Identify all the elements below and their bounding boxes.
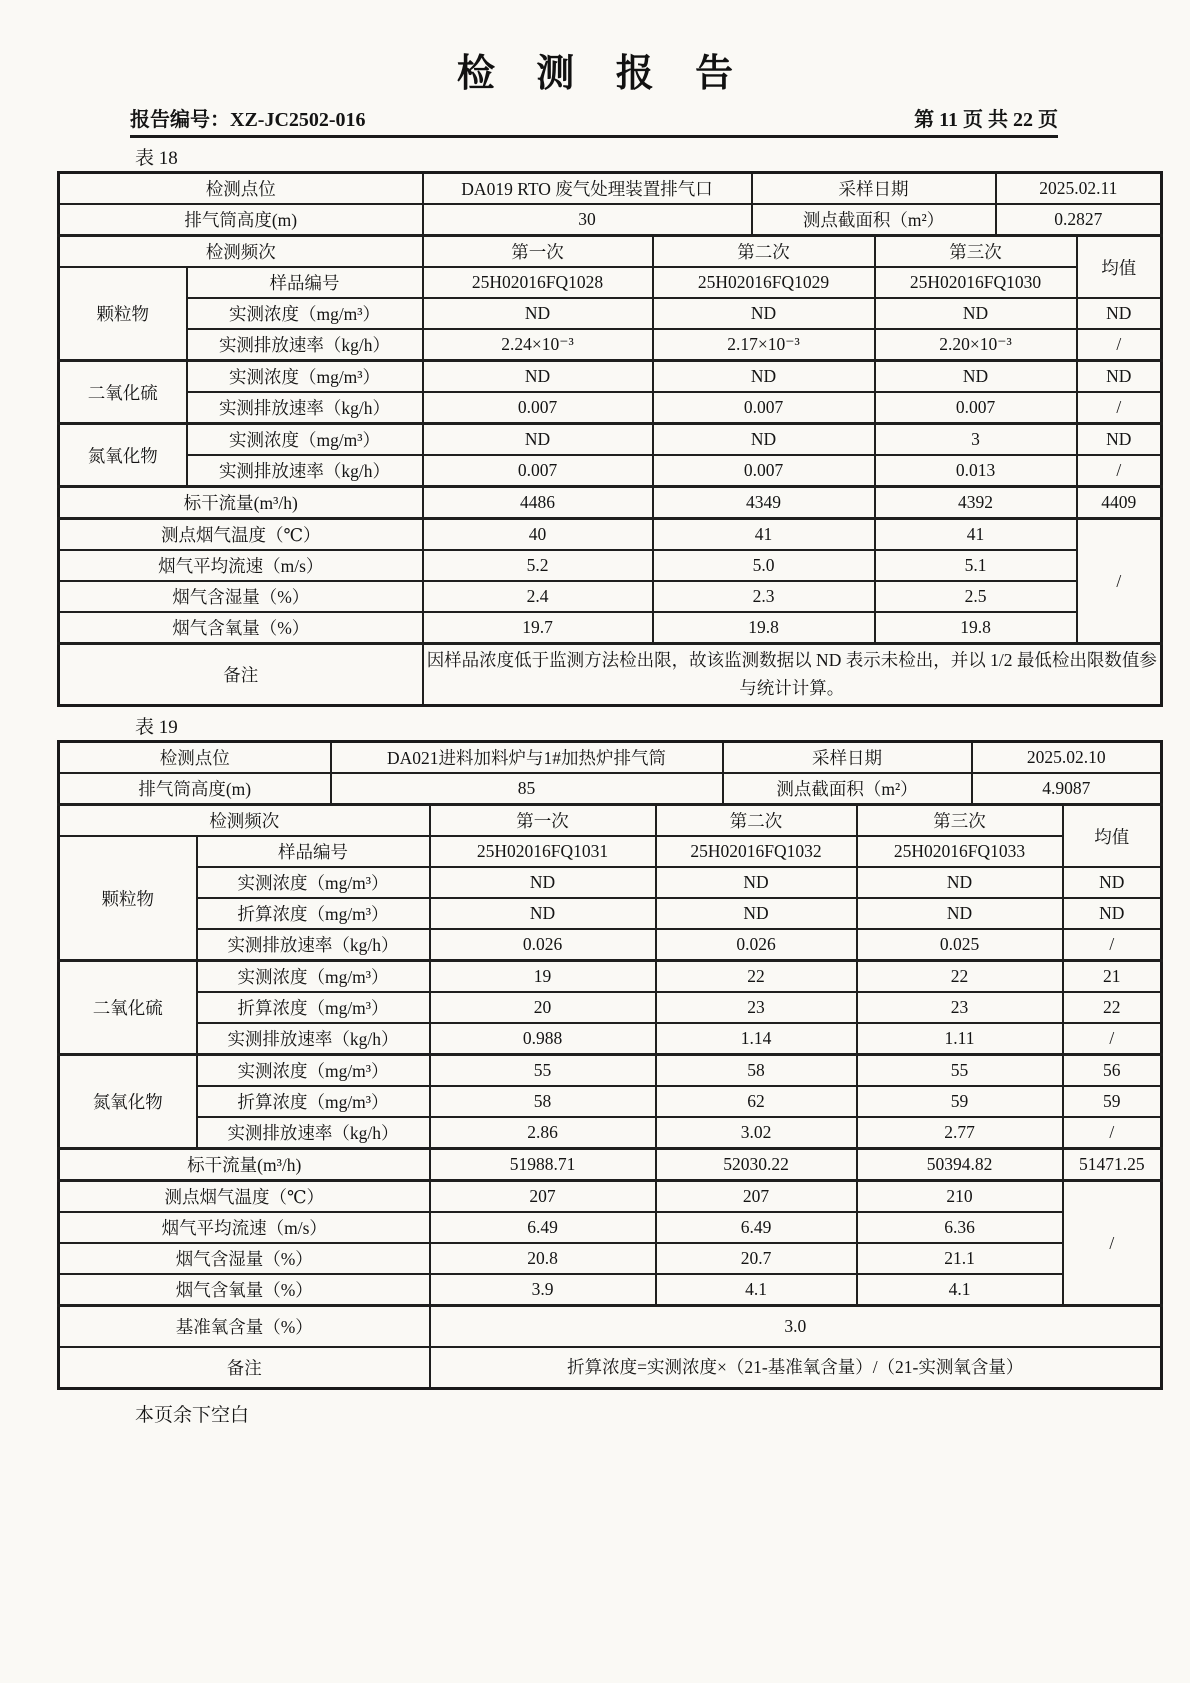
t18-sample-3: 25H02016FQ1030: [875, 267, 1077, 298]
t18-sample-label: 样品编号: [187, 267, 423, 298]
table-row: [59, 867, 1162, 898]
t19-pm-conc-label: 实测浓度（mg/m³）: [197, 867, 430, 898]
table-row: [59, 1306, 1162, 1348]
t18-temp-2: 41: [653, 519, 875, 551]
t18-nox-rate-2: 0.007: [653, 455, 875, 487]
t19-nox-adj-2: 62: [656, 1086, 857, 1117]
t19-area-label: 测点截面积（m²）: [723, 773, 972, 805]
t19-pm-adj-avg: ND: [1063, 898, 1162, 929]
t18-remark-text: 因样品浓度低于监测方法检出限，故该监测数据以 ND 表示未检出，并以 1/2 最低检出限数值参与统计计算。: [423, 644, 1162, 706]
table-row: [59, 1055, 1162, 1087]
t18-so2-conc-avg: ND: [1077, 361, 1162, 393]
t19-speed-3: 6.36: [857, 1212, 1063, 1243]
t18-nox-conc-label: 实测浓度（mg/m³）: [187, 424, 423, 456]
t19-oxygen-label: 烟气含氧量（%）: [59, 1274, 430, 1306]
t19-base-o2-value: 3.0: [430, 1306, 1162, 1348]
t19-oxygen-1: 3.9: [430, 1274, 656, 1306]
table-row: [59, 1181, 1162, 1213]
table-row: [59, 836, 1162, 867]
t18-freq-2: 第二次: [653, 236, 875, 268]
table-row: [59, 1243, 1162, 1274]
t18-point-label: 检测点位: [59, 173, 423, 205]
t19-so2-conc-2: 22: [656, 961, 857, 993]
t18-nox-conc-avg: ND: [1077, 424, 1162, 456]
table-row: [59, 236, 1162, 268]
t18-pm-conc-avg: ND: [1077, 298, 1162, 329]
t19-flow-2: 52030.22: [656, 1149, 857, 1181]
t18-remark-label: 备注: [59, 644, 423, 706]
t19-nox-conc-avg: 56: [1063, 1055, 1162, 1087]
t19-base-o2-label: 基准氧含量（%）: [59, 1306, 430, 1348]
t19-nox-name: 氮氧化物: [59, 1055, 197, 1149]
t19-nox-adj-3: 59: [857, 1086, 1063, 1117]
t19-nox-conc-1: 55: [430, 1055, 656, 1087]
t18-sample-2: 25H02016FQ1029: [653, 267, 875, 298]
t18-speed-label: 烟气平均流速（m/s）: [59, 550, 423, 581]
t18-date-value: 2025.02.11: [996, 173, 1162, 205]
report-header: [130, 103, 1058, 138]
t19-temp-1: 207: [430, 1181, 656, 1213]
table-row: [59, 424, 1162, 456]
t18-so2-conc-label: 实测浓度（mg/m³）: [187, 361, 423, 393]
table-row: [59, 1149, 1162, 1181]
t19-humidity-2: 20.7: [656, 1243, 857, 1274]
t18-speed-1: 5.2: [423, 550, 653, 581]
t18-freq-3: 第三次: [875, 236, 1077, 268]
table-row: [59, 361, 1162, 393]
t19-pm-adj-2: ND: [656, 898, 857, 929]
t18-humidity-2: 2.3: [653, 581, 875, 612]
t18-humidity-label: 烟气含湿量（%）: [59, 581, 423, 612]
t19-temp-3: 210: [857, 1181, 1063, 1213]
page-indicator: 第 11 页 共 22 页: [914, 109, 1058, 131]
table-row: [59, 898, 1162, 929]
t18-point-value: DA019 RTO 废气处理装置排气口: [423, 173, 752, 205]
t19-flow-label: 标干流量(m³/h): [59, 1149, 430, 1181]
t18-temp-label: 测点烟气温度（℃）: [59, 519, 423, 551]
t18-oxygen-1: 19.7: [423, 612, 653, 644]
t19-so2-conc-3: 22: [857, 961, 1063, 993]
t19-nox-conc-label: 实测浓度（mg/m³）: [197, 1055, 430, 1087]
t19-point-label: 检测点位: [59, 742, 331, 774]
t18-oxygen-2: 19.8: [653, 612, 875, 644]
page-title: 检 测 报 告: [456, 53, 750, 95]
t19-flow-3: 50394.82: [857, 1149, 1063, 1181]
t18-pm-name: 颗粒物: [59, 267, 187, 361]
t18-flow-1: 4486: [423, 487, 653, 519]
t19-so2-rate-3: 1.11: [857, 1023, 1063, 1055]
t18-so2-rate-label: 实测排放速率（kg/h）: [187, 392, 423, 424]
t19-so2-rate-1: 0.988: [430, 1023, 656, 1055]
table19-caption: 表 19: [135, 717, 178, 738]
t19-freq-3: 第三次: [857, 805, 1063, 837]
t18-freq-1: 第一次: [423, 236, 653, 268]
t19-speed-2: 6.49: [656, 1212, 857, 1243]
t18-oxygen-3: 19.8: [875, 612, 1077, 644]
t19-pm-rate-1: 0.026: [430, 929, 656, 961]
table-row: [59, 742, 1162, 774]
t19-pm-adj-1: ND: [430, 898, 656, 929]
t18-area-label: 测点截面积（m²）: [752, 204, 996, 236]
t19-sample-3: 25H02016FQ1033: [857, 836, 1063, 867]
t18-nox-rate-avg: /: [1077, 455, 1162, 487]
t18-so2-rate-avg: /: [1077, 392, 1162, 424]
t18-nox-conc-2: ND: [653, 424, 875, 456]
t19-pm-conc-3: ND: [857, 867, 1063, 898]
t18-flow-avg: 4409: [1077, 487, 1162, 519]
t19-oxygen-2: 4.1: [656, 1274, 857, 1306]
t19-freq-1: 第一次: [430, 805, 656, 837]
t18-oxygen-label: 烟气含氧量（%）: [59, 612, 423, 644]
t18-humidity-1: 2.4: [423, 581, 653, 612]
t19-pm-name: 颗粒物: [59, 836, 197, 961]
t18-flow-3: 4392: [875, 487, 1077, 519]
t19-point-value: DA021进料加料炉与1#加热炉排气筒: [331, 742, 723, 774]
t19-pm-conc-2: ND: [656, 867, 857, 898]
t19-temp-2: 207: [656, 1181, 857, 1213]
t19-freq-label: 检测频次: [59, 805, 430, 837]
t19-height-value: 85: [331, 773, 723, 805]
t18-so2-name: 二氧化硫: [59, 361, 187, 424]
t18-date-label: 采样日期: [752, 173, 996, 205]
t18-temp-1: 40: [423, 519, 653, 551]
t18-pm-conc-2: ND: [653, 298, 875, 329]
t19-nox-adj-label: 折算浓度（mg/m³）: [197, 1086, 430, 1117]
table-row: [59, 298, 1162, 329]
t19-pm-rate-3: 0.025: [857, 929, 1063, 961]
t19-speed-label: 烟气平均流速（m/s）: [59, 1212, 430, 1243]
t19-nox-conc-3: 55: [857, 1055, 1063, 1087]
table-row: [59, 1086, 1162, 1117]
t18-sample-1: 25H02016FQ1028: [423, 267, 653, 298]
t19-humidity-label: 烟气含湿量（%）: [59, 1243, 430, 1274]
t19-so2-adj-3: 23: [857, 992, 1063, 1023]
t18-area-value: 0.2827: [996, 204, 1162, 236]
report-number: 报告编号：XZ-JC2502-016: [130, 109, 366, 131]
t19-pm-conc-avg: ND: [1063, 867, 1162, 898]
t19-so2-rate-label: 实测排放速率（kg/h）: [197, 1023, 430, 1055]
t19-date-value: 2025.02.10: [972, 742, 1162, 774]
t19-so2-adj-2: 23: [656, 992, 857, 1023]
t19-so2-rate-2: 1.14: [656, 1023, 857, 1055]
t18-nox-name: 氮氧化物: [59, 424, 187, 487]
table-row: [59, 805, 1162, 837]
t18-height-value: 30: [423, 204, 752, 236]
t19-phys-avg: /: [1063, 1181, 1162, 1306]
t18-so2-rate-1: 0.007: [423, 392, 653, 424]
t18-nox-conc-3: 3: [875, 424, 1077, 456]
table-row: [59, 581, 1162, 612]
t18-nox-rate-label: 实测排放速率（kg/h）: [187, 455, 423, 487]
t19-nox-conc-2: 58: [656, 1055, 857, 1087]
t19-remark-text: 折算浓度=实测浓度×（21-基准氧含量）/（21-实测氧含量）: [430, 1347, 1162, 1389]
t19-pm-adj-label: 折算浓度（mg/m³）: [197, 898, 430, 929]
t18-nox-rate-1: 0.007: [423, 455, 653, 487]
t19-humidity-1: 20.8: [430, 1243, 656, 1274]
t19-pm-rate-2: 0.026: [656, 929, 857, 961]
table-row: [59, 550, 1162, 581]
table-row: [59, 1023, 1162, 1055]
t19-so2-rate-avg: /: [1063, 1023, 1162, 1055]
t19-sample-1: 25H02016FQ1031: [430, 836, 656, 867]
table-row: [59, 455, 1162, 487]
t18-pm-rate-avg: /: [1077, 329, 1162, 361]
t18-freq-label: 检测频次: [59, 236, 423, 268]
t18-pm-conc-label: 实测浓度（mg/m³）: [187, 298, 423, 329]
t19-so2-conc-avg: 21: [1063, 961, 1162, 993]
t19-pm-adj-3: ND: [857, 898, 1063, 929]
t19-sample-label: 样品编号: [197, 836, 430, 867]
table-row: [59, 204, 1162, 236]
table-row: [59, 173, 1162, 205]
t18-pm-rate-label: 实测排放速率（kg/h）: [187, 329, 423, 361]
t19-date-label: 采样日期: [723, 742, 972, 774]
t19-freq-2: 第二次: [656, 805, 857, 837]
t19-so2-conc-1: 19: [430, 961, 656, 993]
table-row: [59, 1212, 1162, 1243]
table18-caption: 表 18: [135, 148, 178, 169]
t19-nox-rate-3: 2.77: [857, 1117, 1063, 1149]
t19-avg-header: 均值: [1063, 805, 1162, 868]
t19-nox-adj-1: 58: [430, 1086, 656, 1117]
t18-pm-rate-3: 2.20×10⁻³: [875, 329, 1077, 361]
t18-pm-rate-2: 2.17×10⁻³: [653, 329, 875, 361]
t18-pm-conc-1: ND: [423, 298, 653, 329]
table-row: [59, 929, 1162, 961]
t19-temp-label: 测点烟气温度（℃）: [59, 1181, 430, 1213]
t19-nox-rate-1: 2.86: [430, 1117, 656, 1149]
t18-nox-rate-3: 0.013: [875, 455, 1077, 487]
table-row: [59, 773, 1162, 805]
footer-note: 本页余下空白: [135, 1405, 250, 1426]
t18-so2-rate-2: 0.007: [653, 392, 875, 424]
t18-so2-rate-3: 0.007: [875, 392, 1077, 424]
t19-nox-rate-2: 3.02: [656, 1117, 857, 1149]
table18: [57, 171, 1163, 707]
t19-pm-rate-label: 实测排放速率（kg/h）: [197, 929, 430, 961]
t19-oxygen-3: 4.1: [857, 1274, 1063, 1306]
t19-flow-avg: 51471.25: [1063, 1149, 1162, 1181]
t19-pm-conc-1: ND: [430, 867, 656, 898]
t18-speed-3: 5.1: [875, 550, 1077, 581]
table-row: [59, 1274, 1162, 1306]
table-row: [59, 961, 1162, 993]
t19-so2-adj-avg: 22: [1063, 992, 1162, 1023]
t18-phys-avg: /: [1077, 519, 1162, 644]
t19-pm-rate-avg: /: [1063, 929, 1162, 961]
t18-flow-2: 4349: [653, 487, 875, 519]
table-row: [59, 487, 1162, 519]
t19-sample-2: 25H02016FQ1032: [656, 836, 857, 867]
table-row: [59, 267, 1162, 298]
t18-pm-conc-3: ND: [875, 298, 1077, 329]
t19-nox-adj-avg: 59: [1063, 1086, 1162, 1117]
t18-pm-rate-1: 2.24×10⁻³: [423, 329, 653, 361]
t19-area-value: 4.9087: [972, 773, 1162, 805]
table19: [57, 740, 1163, 1390]
t18-flow-label: 标干流量(m³/h): [59, 487, 423, 519]
table-row: [59, 1347, 1162, 1389]
table-row: [59, 392, 1162, 424]
table-row: [59, 992, 1162, 1023]
t18-so2-conc-1: ND: [423, 361, 653, 393]
t18-nox-conc-1: ND: [423, 424, 653, 456]
t19-so2-adj-1: 20: [430, 992, 656, 1023]
t19-nox-rate-label: 实测排放速率（kg/h）: [197, 1117, 430, 1149]
t18-speed-2: 5.0: [653, 550, 875, 581]
t19-nox-rate-avg: /: [1063, 1117, 1162, 1149]
table-row: [59, 329, 1162, 361]
t19-flow-1: 51988.71: [430, 1149, 656, 1181]
table-row: [59, 519, 1162, 551]
t18-avg-header: 均值: [1077, 236, 1162, 299]
t19-so2-conc-label: 实测浓度（mg/m³）: [197, 961, 430, 993]
t19-so2-name: 二氧化硫: [59, 961, 197, 1055]
t18-so2-conc-2: ND: [653, 361, 875, 393]
t18-so2-conc-3: ND: [875, 361, 1077, 393]
t19-remark-label: 备注: [59, 1347, 430, 1389]
table-row: [59, 612, 1162, 644]
t19-so2-adj-label: 折算浓度（mg/m³）: [197, 992, 430, 1023]
t18-temp-3: 41: [875, 519, 1077, 551]
t18-humidity-3: 2.5: [875, 581, 1077, 612]
t19-height-label: 排气筒高度(m): [59, 773, 331, 805]
table-row: [59, 644, 1162, 706]
table-row: [59, 1117, 1162, 1149]
t19-humidity-3: 21.1: [857, 1243, 1063, 1274]
t18-height-label: 排气筒高度(m): [59, 204, 423, 236]
t19-speed-1: 6.49: [430, 1212, 656, 1243]
